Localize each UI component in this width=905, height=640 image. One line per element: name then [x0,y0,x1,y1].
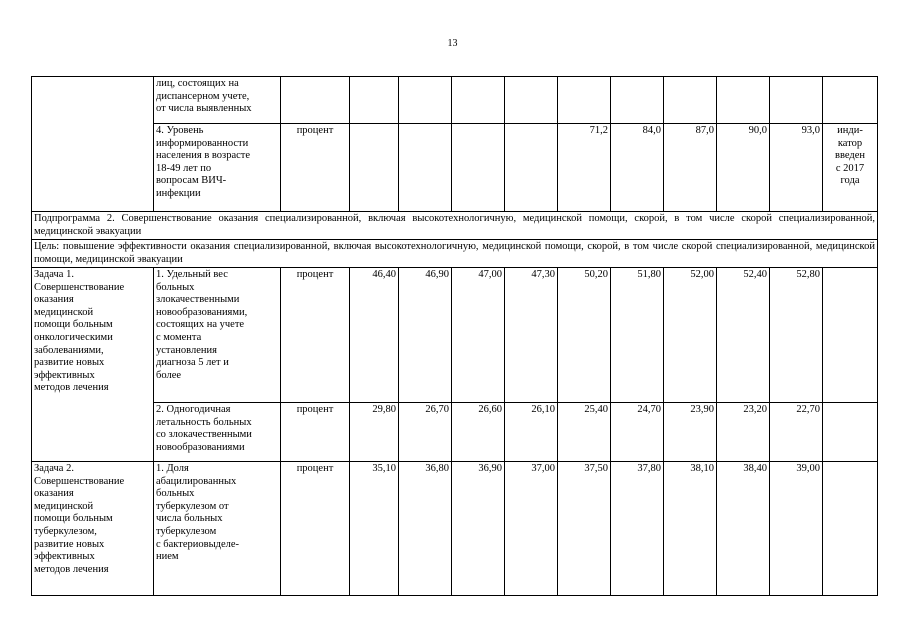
value-cell: 51,80 [611,268,664,403]
value-cell [399,77,452,124]
value-cell [505,124,558,212]
value-cell: 37,50 [558,462,611,596]
value-cell: 22,70 [770,403,823,462]
value-cell: 52,00 [664,268,717,403]
value-cell: 29,80 [350,403,399,462]
table-row [32,124,878,212]
value-cell: 23,20 [717,403,770,462]
value-cell: 26,70 [399,403,452,462]
value-cell [558,77,611,124]
value-cell [664,77,717,124]
value-cell: 36,80 [399,462,452,596]
value-cell [399,124,452,212]
value-cell: 47,00 [452,268,505,403]
value-cell [350,124,399,212]
value-cell [611,77,664,124]
value-cell: 87,0 [664,124,717,212]
value-cell: 35,10 [350,462,399,596]
value-cell: 47,30 [505,268,558,403]
table-row [32,240,878,268]
value-cell: 84,0 [611,124,664,212]
note-cell [823,77,878,124]
value-cell: 50,20 [558,268,611,403]
page-number: 13 [447,38,458,49]
note-cell [823,462,878,596]
task-cell: Задача 2. Совершенствование оказания медицинской помощи больным туберкулезом, развитие новых эффективных методов лечения [32,462,154,596]
value-cell [505,77,558,124]
value-cell: 24,70 [611,403,664,462]
subprogram-title: Подпрограмма 2. Совершенствование оказания специализированной, включая высокотехнологичную, медицинской помощи, скорой, в том числе скорой специализированной, медицинской эвакуации [32,212,878,240]
value-cell: 36,90 [452,462,505,596]
unit-cell: процент [281,403,350,462]
table-row [32,403,878,462]
table-row [32,462,878,596]
value-cell: 46,40 [350,268,399,403]
value-cell [770,77,823,124]
value-cell: 46,90 [399,268,452,403]
value-cell [717,77,770,124]
value-cell: 93,0 [770,124,823,212]
value-cell: 25,40 [558,403,611,462]
task-cell: Задача 1. Совершенствование оказания медицинской помощи больным онкологическими заболеваниями, развитие новых эффективных методов лечения [32,268,154,462]
unit-cell: процент [281,268,350,403]
value-cell: 38,10 [664,462,717,596]
value-cell: 26,10 [505,403,558,462]
value-cell: 26,60 [452,403,505,462]
indicator-name: 2. Одногодичная летальность больных со злокачественными новообразованиями [154,403,281,462]
unit-cell [281,77,350,124]
value-cell: 37,00 [505,462,558,596]
indicator-name: 4. Уровень информированности населения в возрасте 18-49 лет по вопросам ВИЧ- инфекции [154,124,281,212]
indicator-name: 1. Удельный вес больных злокачественными новообразованиями, состоящих на учете с момента установления диагноза 5 лет и более [154,268,281,403]
table-row [32,268,878,403]
note-cell [823,403,878,462]
unit-cell: процент [281,124,350,212]
value-cell: 23,90 [664,403,717,462]
value-cell: 71,2 [558,124,611,212]
value-cell: 37,80 [611,462,664,596]
note-cell: инди- катор введен с 2017 года [823,124,878,212]
table-row [32,77,878,124]
value-cell: 90,0 [717,124,770,212]
value-cell [452,124,505,212]
indicators-table [31,76,878,596]
value-cell: 38,40 [717,462,770,596]
table-row [32,212,878,240]
goal-title: Цель: повышение эффективности оказания специализированной, включая высокотехнологичную, медицинской помощи, скорой, в том числе скорой специализированной, медицинской помощи, медицинской эвакуации [32,240,878,268]
value-cell [350,77,399,124]
note-cell [823,268,878,403]
unit-cell: процент [281,462,350,596]
task-cell [32,77,154,212]
value-cell: 52,40 [717,268,770,403]
value-cell: 52,80 [770,268,823,403]
value-cell [452,77,505,124]
value-cell: 39,00 [770,462,823,596]
indicator-name: 1. Доля абацилированных больных туберкулезом от числа больных туберкулезом с бактериовыделе- нием [154,462,281,596]
indicator-name: лиц, состоящих на диспансерном учете, от числа выявленных [154,77,281,124]
